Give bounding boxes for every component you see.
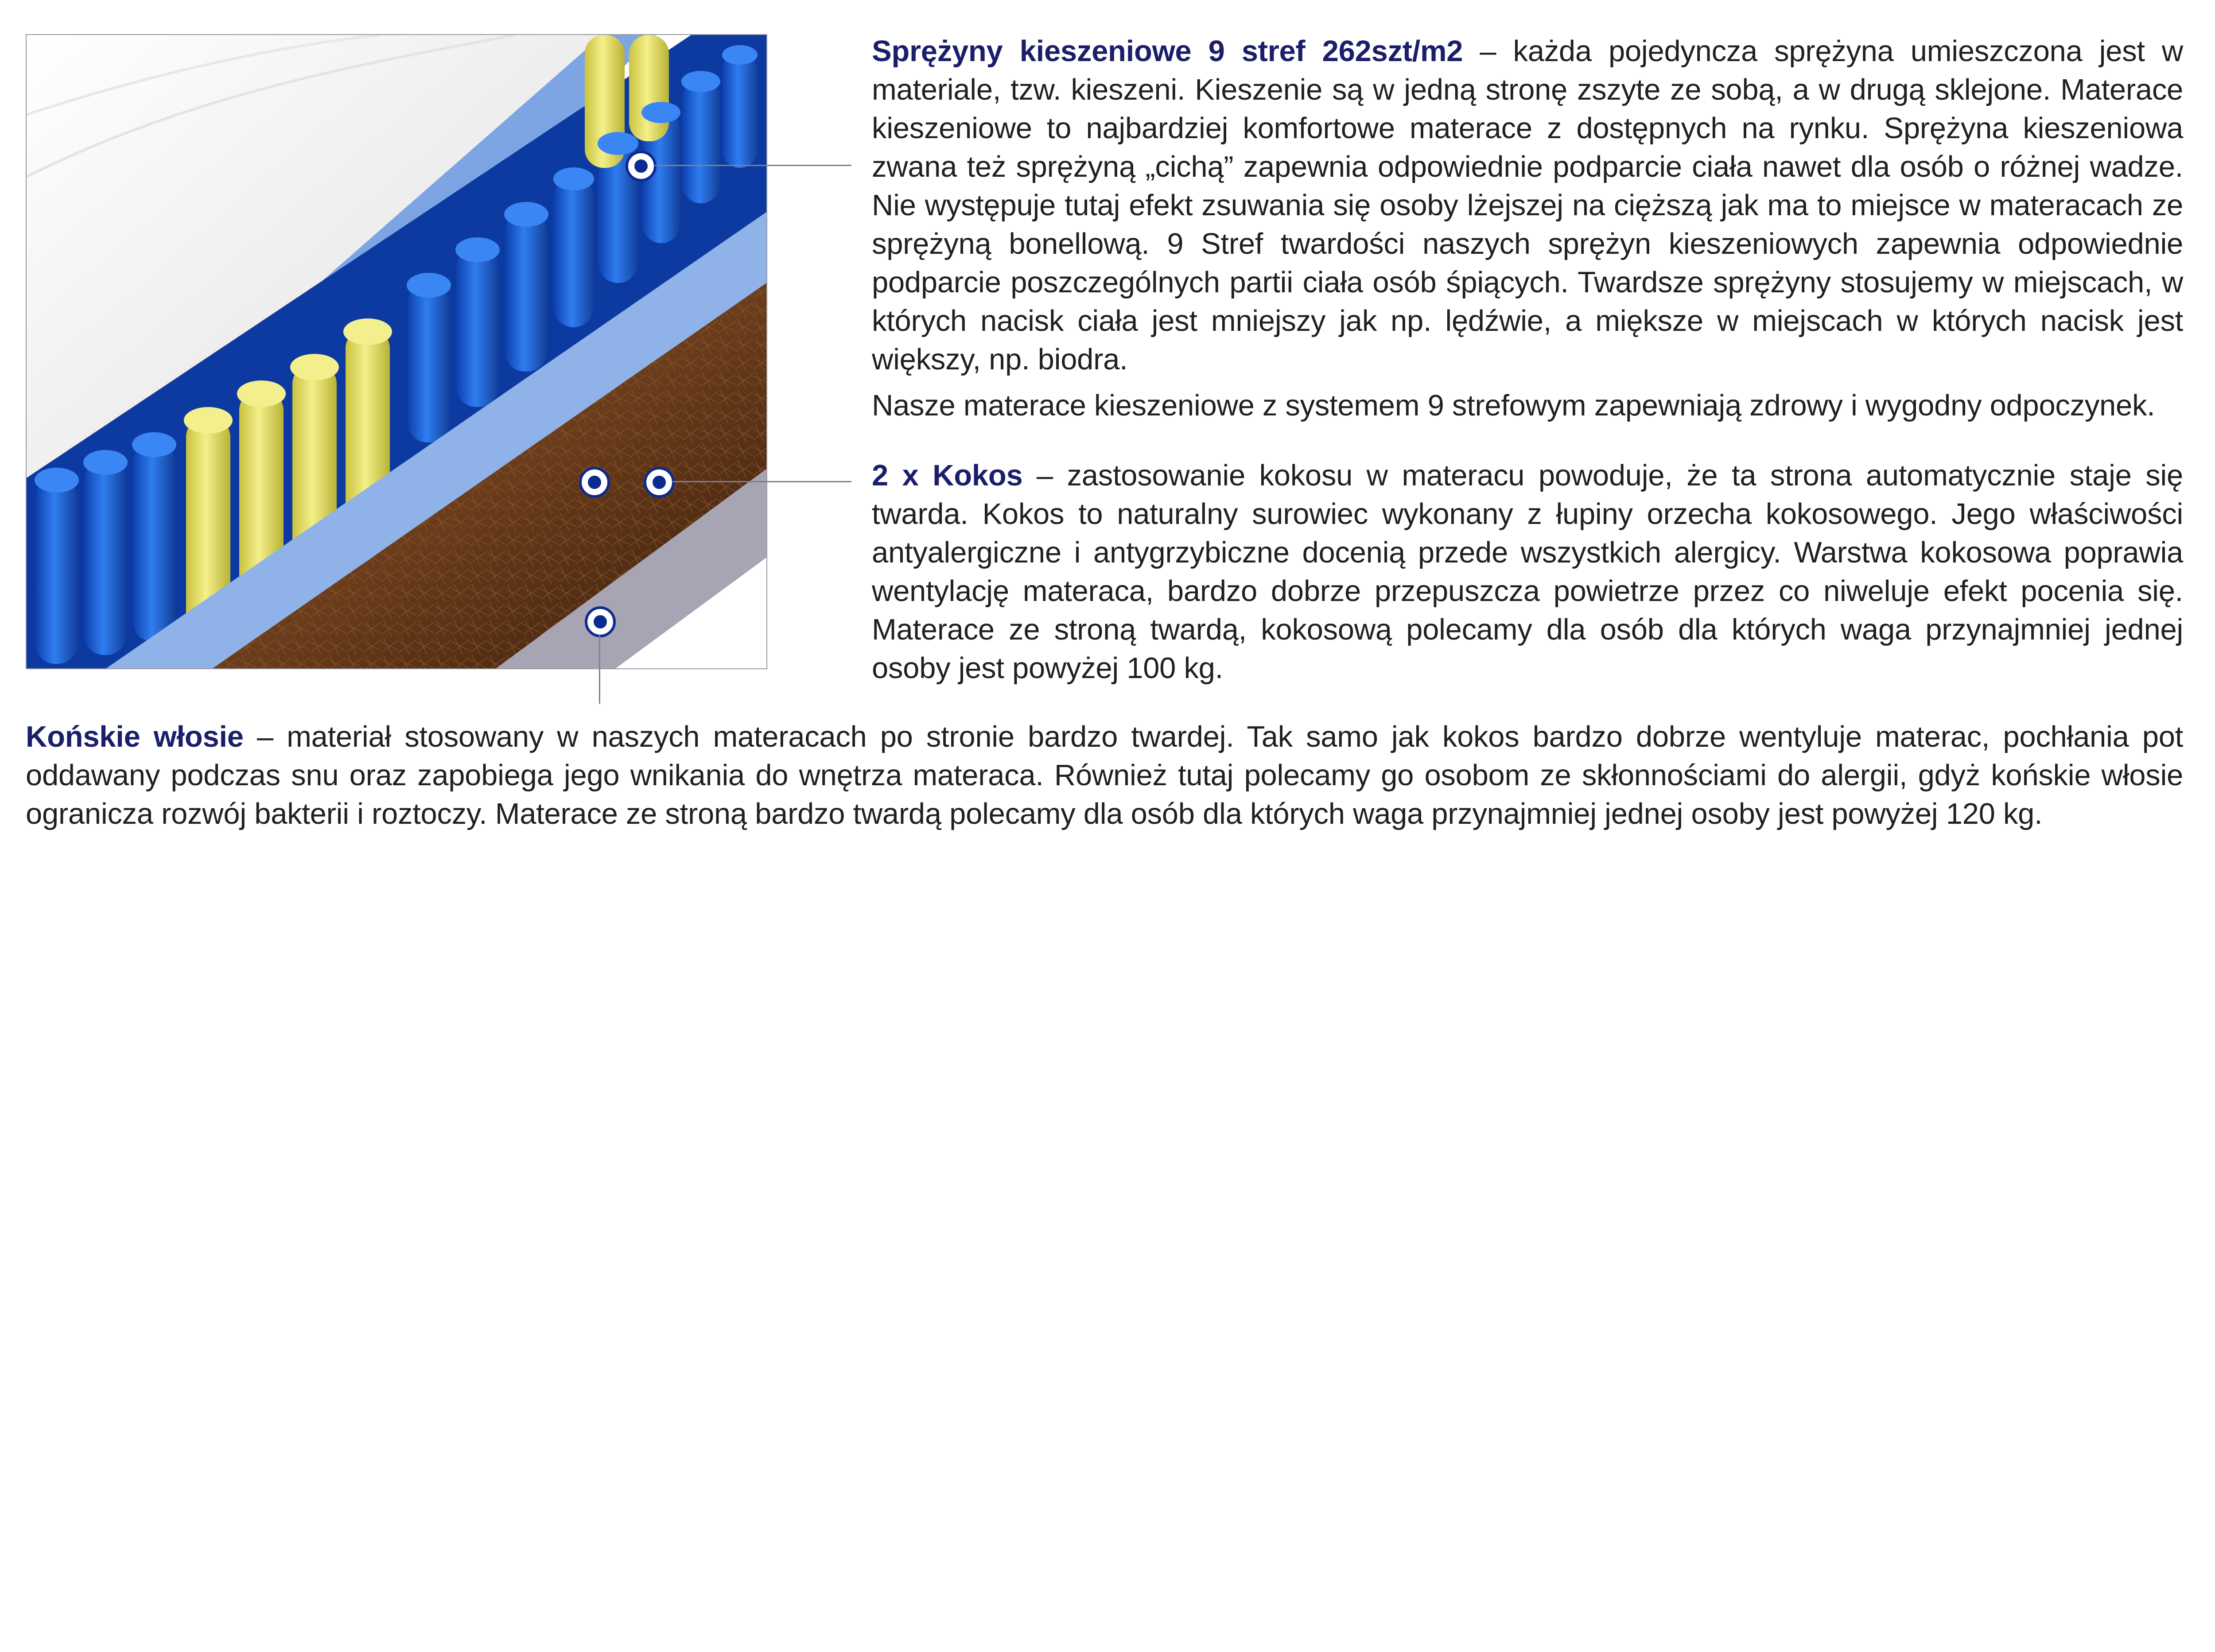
mattress-cross-section-image [26,34,767,669]
marker-coconut-2 [645,468,673,496]
horsehair-text: – materiał stosowany w naszych materacach po stronie bardzo twardej. Tak samo jak kokos bardzo dobrze wentyluje materac, pochłania pot oddawany podczas snu oraz zapobiega jego wnikania do wnętrza materaca. Również tutaj polecamy go osobom ze skłonnościami do alergii, gdyż końskie włosie ogranicza rozwój bakterii i roztoczy. Materace ze stroną bardzo twardą polecamy dla osób dla których waga przynajmniej jednej osoby jest powyżej 120 kg. [26,720,2183,830]
horsehair-paragraph [26,717,2183,833]
callout-line-coconut [672,481,851,482]
marker-springs [627,152,655,180]
springs-summary: Nasze materace kieszeniowe z systemem 9 strefowym zapewniają zdrowy i wygodny odpoczynek. [872,389,2155,422]
callout-line-springs [654,165,851,166]
callout-line-horsehair [599,635,600,704]
marker-horsehair [586,608,614,636]
springs-text: – każda pojedyncza sprężyna umieszczona jest w materiale, tzw. kieszeni. Kieszenie są w jedną stronę zszyte ze sobą, a w drugą sklejone. Materace kieszeniowe to najbardziej komfortowe materace z dostępnych na rynku. Sprężyna kieszeniowa zwana też sprężyną „cichą” zapewnia odpowiednie podparcie ciała nawet dla osób o różnej wadze. Nie występuje tutaj efekt zsuwania się osoby lżejszej na cięższą jak ma to miejsce w materacach ze sprężyną bonellową. 9 Stref twardości naszych sprężyn kieszeniowych zapewnia odpowiednie podparcie poszczególnych partii ciała osób śpiących. Twardsze sprężyny stosujemy w miejscach, w których nacisk ciała jest mniejszy jak np. lędźwie, a miększe w miejscach w których nacisk jest większy, np. biodra. [872,35,2183,376]
marker-coconut-1 [580,468,609,496]
springs-paragraph [872,32,2183,379]
coconut-heading: 2 x Kokos [872,459,1023,492]
horsehair-heading: Końskie włosie [26,720,244,753]
springs-heading: Sprężyny kieszeniowe 9 stref 262szt/m2 [872,35,1463,68]
coconut-text: – zastosowanie kokosu w materacu powoduje, że ta strona automatycznie staje się twarda. Kokos to naturalny surowiec wykonany z łupiny orzecha kokosowego. Jego właściwości antyalergiczne i antygrzybiczne docenią przede wszystkich alergicy. Warstwa kokosowa poprawia wentylację materaca, bardzo dobrze przepuszcza powietrze przez co niweluje efekt pocenia się. Materace ze stroną twardą, kokosową polecamy dla osób dla których waga przynajmniej jednej osoby jest powyżej 100 kg. [872,459,2183,685]
mattress-layers-svg [27,35,766,668]
coconut-paragraph [872,456,2183,687]
